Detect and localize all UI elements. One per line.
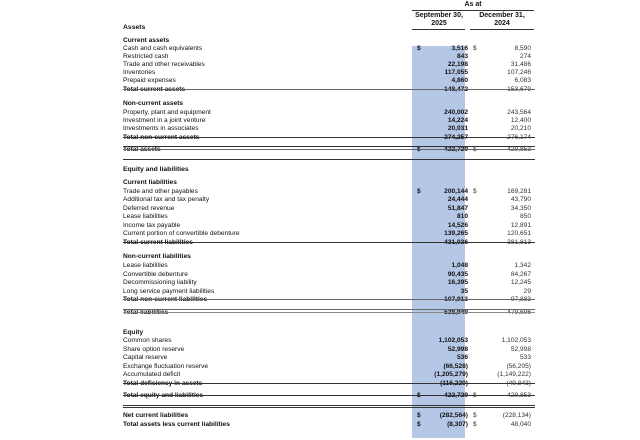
section-heading (123, 166, 535, 174)
prior-value: 1,102,053 (501, 337, 531, 344)
row-label: Net current liabilities (123, 412, 189, 419)
rule-deficiency (123, 383, 535, 384)
table-row (123, 77, 535, 85)
current-value: 4,860 (451, 77, 468, 84)
current-value: 536 (456, 354, 468, 361)
table-row (123, 53, 535, 61)
row-label: Income tax payable (123, 222, 181, 229)
prior-value: 850 (519, 213, 531, 220)
row-label: Trade and other receivables (123, 61, 205, 68)
current-value: 14,224 (447, 117, 468, 124)
table-row (123, 109, 535, 117)
row-label: Equity and liabilities (123, 166, 189, 173)
current-period-year: 2025 (431, 20, 447, 27)
prior-value: 533 (519, 354, 531, 361)
table-row (123, 279, 535, 287)
rule-current-assets (123, 89, 535, 90)
table-row (123, 363, 535, 371)
prior-value: 12,400 (510, 117, 531, 124)
row-label: Decommissioning liability (123, 279, 197, 286)
row-label: Assets (123, 24, 146, 31)
current-value: (282,564) (439, 412, 468, 419)
current-value: 52,998 (447, 346, 468, 353)
prior-value: (56,205) (506, 363, 531, 370)
currency-symbol: $ (417, 412, 421, 419)
prior-value: 12,245 (510, 279, 531, 286)
currency-symbol: $ (417, 421, 421, 428)
currency-symbol: $ (417, 146, 421, 153)
row-label: Long service payment liabilities (123, 288, 215, 295)
current-value: 139,265 (444, 230, 468, 237)
row-label: Current portion of convertible debenture (123, 230, 240, 237)
row-label: Total current assets (123, 86, 186, 93)
current-value: 148,472 (444, 86, 468, 93)
total-row (123, 421, 535, 429)
prior-value: (1,149,222) (497, 371, 531, 378)
row-label: Non-current assets (123, 100, 184, 107)
prior-value: 12,891 (510, 222, 531, 229)
table-row (123, 262, 535, 270)
current-value: 20,031 (447, 125, 468, 132)
current-value: 117,055 (444, 69, 468, 76)
row-label: Total assets less current liabilities (123, 421, 230, 428)
prior-value: 243,564 (507, 109, 531, 116)
prior-value: 31,486 (510, 61, 531, 68)
row-label: Common shares (123, 337, 172, 344)
current-value: 51,847 (447, 205, 468, 212)
prior-value: 479,696 (507, 309, 531, 316)
current-value: (116,220) (440, 380, 468, 387)
as-at-rule (412, 10, 534, 11)
table-row (123, 213, 535, 221)
as-at-header: As at (464, 1, 482, 8)
row-label: Lease liabilities (123, 213, 168, 220)
subsection-heading (123, 329, 535, 337)
prior-value: (49,843) (506, 380, 531, 387)
row-label: Total liabilities (123, 309, 169, 316)
current-value: (1,205,279) (434, 371, 468, 378)
row-label: Property, plant and equipment (123, 109, 211, 116)
table-row (123, 230, 535, 238)
row-label: Inventories (123, 69, 156, 76)
prior-value: 429,853 (507, 146, 531, 153)
current-value: (8,307) (447, 421, 468, 428)
rule-total-equity-bottom-2 (123, 407, 535, 408)
prior-value: 6,083 (514, 77, 531, 84)
table-row (123, 69, 535, 77)
currency-symbol: $ (473, 412, 477, 419)
section-heading (123, 24, 535, 32)
row-label: Exchange fluctuation reserve (123, 363, 209, 370)
total-row (123, 296, 535, 304)
current-value: 240,002 (444, 109, 468, 116)
row-label: Investments in associates (123, 125, 199, 132)
prior-value: 1,342 (514, 262, 531, 269)
current-value: 24,444 (447, 196, 468, 203)
currency-symbol: $ (417, 392, 421, 399)
row-label: Total non-current liabilities (123, 296, 208, 303)
row-label: Equity (123, 329, 144, 336)
row-label: Convertible debenture (123, 271, 188, 278)
currency-symbol: $ (473, 392, 477, 399)
current-value: 35 (460, 288, 468, 295)
prior-value: 48,040 (510, 421, 531, 428)
rule-total-liabilities (123, 312, 535, 313)
current-value: 22,198 (447, 61, 468, 68)
prior-value: 429,853 (507, 392, 531, 399)
prior-value: 97,883 (510, 296, 531, 303)
prior-value: 43,790 (510, 196, 531, 203)
current-value: 1,102,053 (438, 337, 468, 344)
prior-value: 8,590 (514, 45, 531, 52)
current-value: 200,144 (444, 188, 468, 195)
table-row (123, 45, 535, 53)
subsection-heading (123, 253, 535, 261)
rule-noncurrent-assets (123, 137, 535, 138)
row-label: Total assets (123, 146, 161, 153)
rule-total-assets-bottom (123, 159, 535, 160)
table-row (123, 205, 535, 213)
prior-value: 20,210 (510, 125, 531, 132)
subsection-heading (123, 37, 535, 45)
table-row (123, 346, 535, 354)
subsection-heading (123, 179, 535, 187)
table-row (123, 271, 535, 279)
total-row (123, 309, 535, 317)
prior-value: 381,813 (507, 239, 531, 246)
prior-value: (228,134) (502, 412, 531, 419)
table-row (123, 371, 535, 379)
row-label: Deferred revenue (123, 205, 175, 212)
row-label: Cash and cash equivalents (123, 45, 203, 52)
row-label: Total non-current assets (123, 134, 200, 141)
current-value: 810 (456, 213, 468, 220)
table-row (123, 61, 535, 69)
current-value: 107,913 (444, 296, 468, 303)
current-value: 14,526 (447, 222, 468, 229)
table-row (123, 196, 535, 204)
row-label: Investment in a joint venture (123, 117, 206, 124)
current-value: 1,048 (451, 262, 468, 269)
total-row (123, 412, 535, 420)
prior-value: 153,679 (507, 86, 531, 93)
rule-total-equity-bottom-1 (123, 405, 535, 406)
rule-total-noncurrent-assets (123, 146, 535, 147)
row-label: Prepaid expenses (123, 77, 176, 84)
prior-value: 52,998 (510, 346, 531, 353)
prior-value: 120,651 (507, 230, 531, 237)
current-value: 16,395 (447, 279, 468, 286)
total-row (123, 380, 535, 388)
current-value: 90,435 (447, 271, 468, 278)
table-row (123, 117, 535, 125)
table-row (123, 125, 535, 133)
total-row (123, 86, 535, 94)
rule-current-liabilities (123, 242, 535, 243)
prior-value: 276,174 (507, 134, 531, 141)
table-row (123, 188, 535, 196)
rule-noncurrent-liabilities (123, 299, 535, 300)
subsection-heading (123, 100, 535, 108)
prior-value: 274 (519, 53, 531, 60)
currency-symbol: $ (473, 421, 477, 428)
current-value: 538,949 (444, 309, 468, 316)
current-value: 3,516 (451, 45, 468, 52)
table-row (123, 354, 535, 362)
row-label: Share option reserve (123, 346, 185, 353)
row-label: Current assets (123, 37, 170, 44)
current-value: 422,729 (444, 392, 468, 399)
current-value: 431,036 (444, 239, 468, 246)
total-row (123, 239, 535, 247)
row-label: Total equity and liabilities (123, 392, 204, 399)
row-label: Capital reserve (123, 354, 168, 361)
current-value: 274,257 (444, 134, 468, 141)
currency-symbol: $ (473, 146, 477, 153)
prior-period-year: 2024 (494, 20, 510, 27)
row-label: Total current liabilities (123, 239, 193, 246)
row-label: Additional tax and tax penalty (123, 196, 210, 203)
currency-symbol: $ (417, 45, 421, 52)
prior-value: 29 (523, 288, 531, 295)
row-label: Non-current liabilities (123, 253, 191, 260)
prior-period-date: December 31, (479, 12, 525, 19)
prior-value: 34,350 (510, 205, 531, 212)
current-value: 843 (456, 53, 468, 60)
table-row (123, 222, 535, 230)
total-row (123, 392, 535, 400)
row-label: Current liabilities (123, 179, 177, 186)
rule-total-noncurrent-liabilities (123, 309, 535, 310)
currency-symbol: $ (473, 45, 477, 52)
current-period-date: September 30, (415, 12, 463, 19)
rule-total-assets-top (123, 149, 535, 150)
table-row (123, 337, 535, 345)
currency-symbol: $ (417, 188, 421, 195)
table-row (123, 288, 535, 296)
row-label: Trade and other payables (123, 188, 198, 195)
prior-value: 169,281 (507, 188, 531, 195)
current-value: (66,528) (443, 363, 468, 370)
row-label: Total deficiency in assets (123, 380, 203, 387)
prior-value: 84,267 (510, 271, 531, 278)
rule-total-equity-top (123, 395, 535, 396)
row-label: Accumulated deficit (123, 371, 181, 378)
prior-value: 107,246 (507, 69, 531, 76)
row-label: Lease liabilities (123, 262, 168, 269)
total-row (123, 146, 535, 154)
current-value: 422,729 (444, 146, 468, 153)
currency-symbol: $ (473, 188, 477, 195)
row-label: Restricted cash (123, 53, 169, 60)
total-row (123, 134, 535, 142)
